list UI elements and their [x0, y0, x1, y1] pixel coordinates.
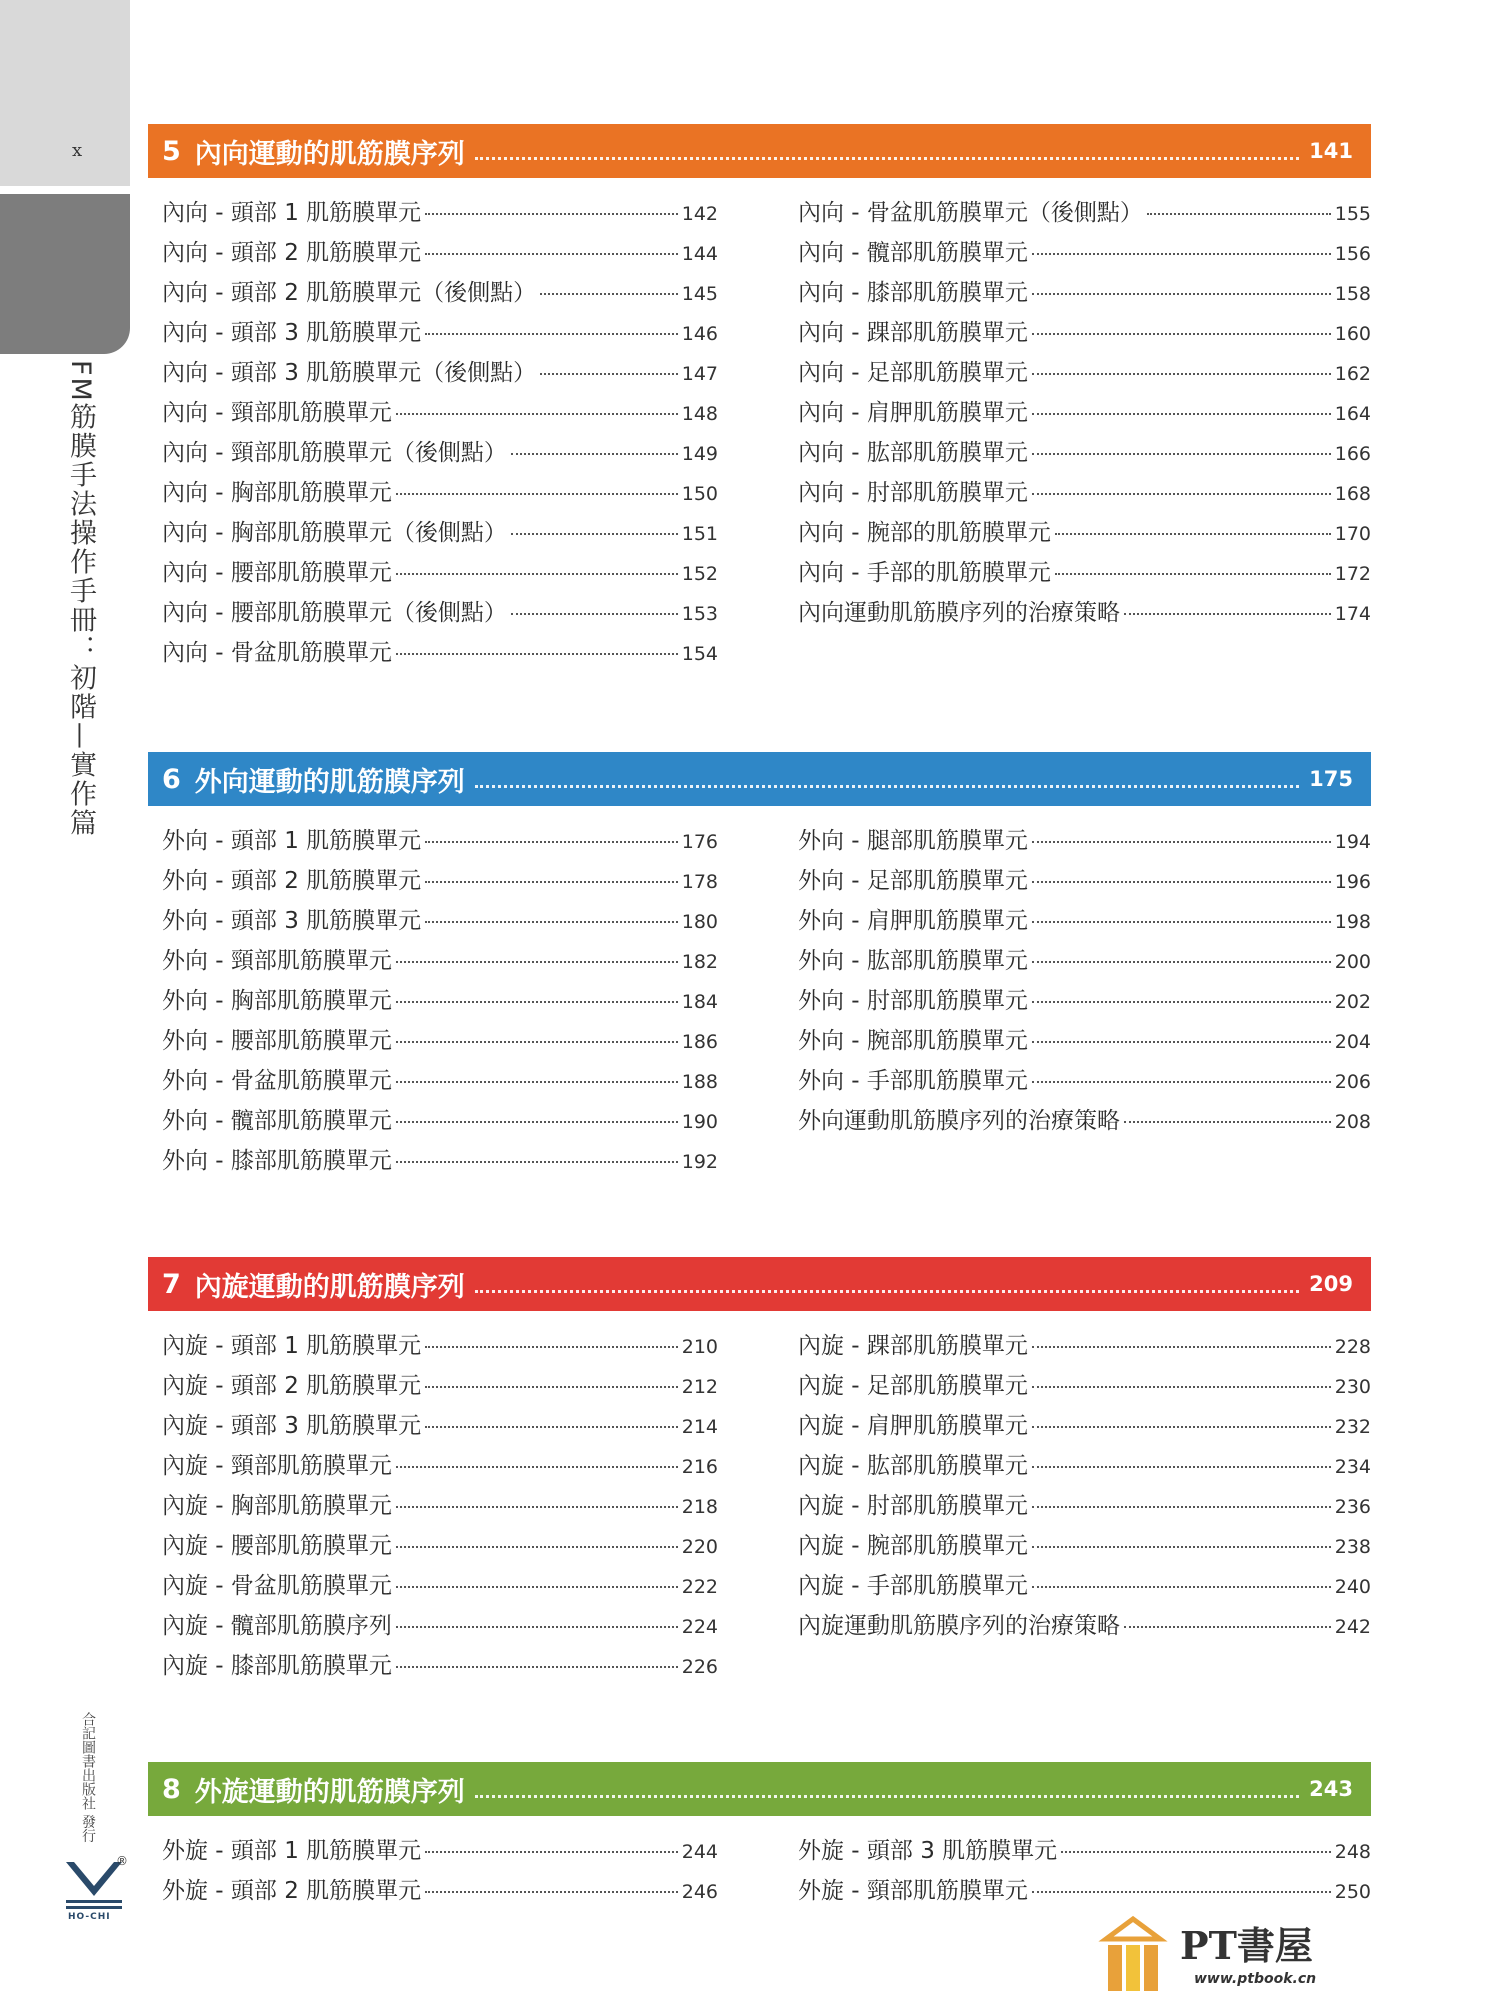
- toc-entry[interactable]: [798, 1487, 1371, 1527]
- leader-dots: [1032, 1041, 1331, 1043]
- entry-label: 內向 - 頭部 2 肌筋膜單元: [162, 240, 422, 266]
- entry-label: 內向 - 髖部肌筋膜單元: [798, 240, 1028, 266]
- entry-page: 234: [1334, 1456, 1371, 1478]
- leader-dots: [1032, 253, 1331, 255]
- leader-dots: [396, 1001, 678, 1003]
- toc-entry[interactable]: [162, 1407, 718, 1447]
- leader-dots: [425, 1346, 678, 1348]
- entry-label: 內向 - 頭部 3 肌筋膜單元: [162, 320, 422, 346]
- entry-label: 外旋 - 頭部 2 肌筋膜單元: [162, 1878, 422, 1904]
- leader-dots: [396, 493, 678, 495]
- side-tab-bottom: [0, 194, 130, 354]
- entry-label: 外向 - 胸部肌筋膜單元: [162, 988, 392, 1014]
- entry-page: 200: [1334, 951, 1371, 973]
- leader-dots: [1032, 1426, 1331, 1428]
- entry-label: 內旋運動肌筋膜序列的治療策略: [798, 1613, 1120, 1639]
- section-number: 8: [162, 1773, 181, 1805]
- leader-dots: [1032, 1346, 1331, 1348]
- entry-page: 176: [681, 831, 718, 853]
- toc-entry[interactable]: [162, 1022, 718, 1062]
- entry-label: 內向 - 骨盆肌筋膜單元: [162, 640, 392, 666]
- toc-entry[interactable]: [162, 274, 718, 314]
- watermark-url: www.ptbook.cn: [1194, 1971, 1317, 1987]
- watermark-name: PT書屋: [1180, 1923, 1313, 1968]
- leader-dots: [540, 373, 678, 375]
- entry-page: 190: [681, 1111, 718, 1133]
- leader-dots: [1032, 493, 1331, 495]
- toc-entry[interactable]: [798, 434, 1371, 474]
- entry-label: 內旋 - 頭部 2 肌筋膜單元: [162, 1373, 422, 1399]
- entry-label: 內向 - 頸部肌筋膜單元（後側點）: [162, 440, 507, 466]
- leader-dots: [396, 1546, 678, 1548]
- leader-dots: [511, 453, 678, 455]
- book-title: FM筋膜手法操作手冊：初階—實作篇: [65, 360, 96, 838]
- toc-column-right: [718, 1327, 1371, 1687]
- entry-page: 224: [681, 1616, 718, 1638]
- leader-dots: [1032, 1386, 1331, 1388]
- entry-label: 內向運動肌筋膜序列的治療策略: [798, 600, 1120, 626]
- entry-label: 內旋 - 踝部肌筋膜單元: [798, 1333, 1028, 1359]
- toc-entry[interactable]: [162, 982, 718, 1022]
- section-number: 6: [162, 763, 181, 795]
- toc-entry[interactable]: [162, 1102, 718, 1142]
- toc-entry[interactable]: [162, 1062, 718, 1102]
- section-header[interactable]: [148, 752, 1371, 806]
- toc-entry[interactable]: [798, 1102, 1371, 1142]
- registered-mark: ®: [116, 1854, 128, 1868]
- page-number: x: [72, 140, 83, 161]
- leader-dots: [396, 961, 678, 963]
- leader-dots: [1032, 1891, 1331, 1893]
- leader-dots: [475, 157, 1299, 160]
- leader-dots: [1032, 413, 1331, 415]
- entry-page: 250: [1334, 1881, 1371, 1903]
- entry-page: 210: [681, 1336, 718, 1358]
- entry-label: 內向 - 骨盆肌筋膜單元（後側點）: [798, 200, 1143, 226]
- entry-page: 180: [681, 911, 718, 933]
- toc-entry[interactable]: [798, 1872, 1371, 1912]
- entry-label: 外旋 - 頸部肌筋膜單元: [798, 1878, 1028, 1904]
- entry-label: 內旋 - 膝部肌筋膜單元: [162, 1653, 392, 1679]
- entry-label: 內向 - 踝部肌筋膜單元: [798, 320, 1028, 346]
- section-number: 5: [162, 135, 181, 167]
- section-header[interactable]: [148, 1257, 1371, 1311]
- toc-entry[interactable]: [162, 1327, 718, 1367]
- toc-column-left: [148, 1832, 718, 1912]
- toc-entry[interactable]: [162, 314, 718, 354]
- toc-entry[interactable]: [798, 354, 1371, 394]
- leader-dots: [1032, 1546, 1331, 1548]
- entry-label: 外向 - 膝部肌筋膜單元: [162, 1148, 392, 1174]
- entry-page: 248: [1334, 1841, 1371, 1863]
- entry-page: 218: [681, 1496, 718, 1518]
- leader-dots: [1032, 1001, 1331, 1003]
- toc-entry[interactable]: [798, 1062, 1371, 1102]
- entry-page: 174: [1334, 603, 1371, 625]
- leader-dots: [1055, 533, 1331, 535]
- entry-page: 145: [681, 283, 718, 305]
- entry-page: 160: [1334, 323, 1371, 345]
- toc-entry[interactable]: [798, 1407, 1371, 1447]
- entry-label: 內向 - 足部肌筋膜單元: [798, 360, 1028, 386]
- entry-page: 144: [681, 243, 718, 265]
- entry-page: 151: [681, 523, 718, 545]
- leader-dots: [425, 881, 678, 883]
- leader-dots: [1055, 573, 1331, 575]
- toc-entry[interactable]: [162, 1567, 718, 1607]
- entry-label: 外旋 - 頭部 3 肌筋膜單元: [798, 1838, 1058, 1864]
- entry-label: 外向 - 頭部 2 肌筋膜單元: [162, 868, 422, 894]
- entry-page: 150: [681, 483, 718, 505]
- logo-text: HO-CHI: [68, 1912, 111, 1922]
- entry-label: 內旋 - 髖部肌筋膜序列: [162, 1613, 392, 1639]
- leader-dots: [1032, 1586, 1331, 1588]
- entry-label: 內向 - 腰部肌筋膜單元（後側點）: [162, 600, 507, 626]
- leader-dots: [425, 1386, 678, 1388]
- entry-label: 內向 - 頭部 2 肌筋膜單元（後側點）: [162, 280, 537, 306]
- toc-entry[interactable]: [798, 1832, 1371, 1872]
- leader-dots: [396, 1121, 678, 1123]
- leader-dots: [396, 1506, 678, 1508]
- section-title: 外旋運動的肌筋膜序列: [194, 1776, 465, 1808]
- toc-entry[interactable]: [162, 1607, 718, 1647]
- entry-page: 153: [681, 603, 718, 625]
- toc-column-right: [718, 822, 1371, 1182]
- entry-label: 外向 - 頸部肌筋膜單元: [162, 948, 392, 974]
- section-page: 175: [1309, 767, 1353, 791]
- entry-label: 內向 - 腕部的肌筋膜單元: [798, 520, 1051, 546]
- entry-page: 216: [681, 1456, 718, 1478]
- toc-entry[interactable]: [798, 1607, 1371, 1647]
- entry-page: 164: [1334, 403, 1371, 425]
- toc-entry[interactable]: [798, 1327, 1371, 1367]
- toc-entry[interactable]: [798, 394, 1371, 434]
- leader-dots: [1032, 1506, 1331, 1508]
- leader-dots: [396, 1666, 678, 1668]
- entry-label: 內向 - 頭部 3 肌筋膜單元（後側點）: [162, 360, 537, 386]
- toc-entry[interactable]: [162, 862, 718, 902]
- leader-dots: [396, 1081, 678, 1083]
- section-header[interactable]: [148, 1762, 1371, 1816]
- entry-label: 外向 - 骨盆肌筋膜單元: [162, 1068, 392, 1094]
- leader-dots: [475, 785, 1299, 788]
- entry-page: 196: [1334, 871, 1371, 893]
- entry-label: 內旋 - 頭部 3 肌筋膜單元: [162, 1413, 422, 1439]
- entry-label: 外向 - 腰部肌筋膜單元: [162, 1028, 392, 1054]
- entry-label: 外向 - 肱部肌筋膜單元: [798, 948, 1028, 974]
- entry-page: 154: [681, 643, 718, 665]
- entry-page: 142: [681, 203, 718, 225]
- toc-entry[interactable]: [162, 1872, 718, 1912]
- leader-dots: [425, 841, 678, 843]
- entry-label: 外向 - 足部肌筋膜單元: [798, 868, 1028, 894]
- section-page: 209: [1309, 1272, 1353, 1296]
- entry-page: 146: [681, 323, 718, 345]
- toc-column-right: [718, 194, 1371, 674]
- leader-dots: [1124, 1626, 1331, 1628]
- entry-label: 外向 - 頭部 3 肌筋膜單元: [162, 908, 422, 934]
- entry-page: 202: [1334, 991, 1371, 1013]
- leader-dots: [1147, 213, 1331, 215]
- leader-dots: [511, 613, 678, 615]
- leader-dots: [425, 333, 678, 335]
- toc-entry[interactable]: [798, 1367, 1371, 1407]
- leader-dots: [396, 1041, 678, 1043]
- entry-page: 228: [1334, 1336, 1371, 1358]
- leader-dots: [475, 1795, 1299, 1798]
- entry-label: 內向 - 胸部肌筋膜單元: [162, 480, 392, 506]
- entry-label: 外向 - 腕部肌筋膜單元: [798, 1028, 1028, 1054]
- entry-label: 內旋 - 頭部 1 肌筋膜單元: [162, 1333, 422, 1359]
- leader-dots: [1032, 1466, 1331, 1468]
- entry-page: 226: [681, 1656, 718, 1678]
- leader-dots: [1032, 881, 1331, 883]
- leader-dots: [1124, 613, 1331, 615]
- entry-page: 170: [1334, 523, 1371, 545]
- leader-dots: [425, 1851, 678, 1853]
- publisher-logo-icon: [66, 1862, 122, 1912]
- entry-page: 206: [1334, 1071, 1371, 1093]
- toc-entry[interactable]: [162, 1487, 718, 1527]
- toc-column-left: [148, 194, 718, 674]
- entry-page: 242: [1334, 1616, 1371, 1638]
- leader-dots: [511, 533, 678, 535]
- entry-page: 208: [1334, 1111, 1371, 1133]
- entry-page: 192: [681, 1151, 718, 1173]
- toc-entry[interactable]: [798, 822, 1371, 862]
- leader-dots: [540, 293, 678, 295]
- toc-entry[interactable]: [162, 902, 718, 942]
- section-5: [148, 124, 1371, 674]
- book-shelf-icon: [1098, 1915, 1168, 1995]
- section-title: 內旋運動的肌筋膜序列: [194, 1271, 465, 1303]
- entry-label: 外向 - 肩胛肌筋膜單元: [798, 908, 1028, 934]
- entry-page: 172: [1334, 563, 1371, 585]
- section-8: [148, 1762, 1371, 1912]
- section-page: 243: [1309, 1777, 1353, 1801]
- entry-label: 外旋 - 頭部 1 肌筋膜單元: [162, 1838, 422, 1864]
- entry-page: 230: [1334, 1376, 1371, 1398]
- entry-page: 194: [1334, 831, 1371, 853]
- entry-page: 156: [1334, 243, 1371, 265]
- entry-page: 178: [681, 871, 718, 893]
- toc-entry[interactable]: [162, 234, 718, 274]
- entry-label: 內旋 - 手部肌筋膜單元: [798, 1573, 1028, 1599]
- leader-dots: [1124, 1121, 1331, 1123]
- entry-label: 內向 - 頭部 1 肌筋膜單元: [162, 200, 422, 226]
- entry-label: 外向 - 肘部肌筋膜單元: [798, 988, 1028, 1014]
- toc-entry[interactable]: [162, 594, 718, 634]
- entry-label: 內向 - 肘部肌筋膜單元: [798, 480, 1028, 506]
- entry-label: 內向 - 頸部肌筋膜單元: [162, 400, 392, 426]
- leader-dots: [475, 1290, 1299, 1293]
- toc-entry[interactable]: [798, 314, 1371, 354]
- toc-entry[interactable]: [798, 274, 1371, 314]
- entry-label: 內旋 - 腰部肌筋膜單元: [162, 1533, 392, 1559]
- entry-label: 內旋 - 肩胛肌筋膜單元: [798, 1413, 1028, 1439]
- section-page: 141: [1309, 139, 1353, 163]
- toc-entry[interactable]: [798, 1447, 1371, 1487]
- toc-entry[interactable]: [162, 822, 718, 862]
- entry-page: 188: [681, 1071, 718, 1093]
- toc-entry[interactable]: [162, 1367, 718, 1407]
- leader-dots: [425, 253, 678, 255]
- entry-label: 內向 - 肩胛肌筋膜單元: [798, 400, 1028, 426]
- entry-page: 147: [681, 363, 718, 385]
- entry-page: 204: [1334, 1031, 1371, 1053]
- entry-page: 214: [681, 1416, 718, 1438]
- entry-label: 內向 - 腰部肌筋膜單元: [162, 560, 392, 586]
- leader-dots: [396, 413, 678, 415]
- toc-entry[interactable]: [798, 194, 1371, 234]
- entry-label: 外向 - 腿部肌筋膜單元: [798, 828, 1028, 854]
- entry-page: 158: [1334, 283, 1371, 305]
- toc-column-left: [148, 1327, 718, 1687]
- leader-dots: [425, 1426, 678, 1428]
- entry-page: 162: [1334, 363, 1371, 385]
- section-title: 內向運動的肌筋膜序列: [194, 138, 465, 170]
- entry-label: 內旋 - 足部肌筋膜單元: [798, 1373, 1028, 1399]
- leader-dots: [1032, 453, 1331, 455]
- toc-entry[interactable]: [798, 862, 1371, 902]
- toc-column-left: [148, 822, 718, 1182]
- toc-entry[interactable]: [162, 554, 718, 594]
- entry-label: 內向 - 膝部肌筋膜單元: [798, 280, 1028, 306]
- toc-entry[interactable]: [798, 902, 1371, 942]
- section-number: 7: [162, 1268, 181, 1300]
- entry-label: 內旋 - 肘部肌筋膜單元: [798, 1493, 1028, 1519]
- toc-entry[interactable]: [162, 394, 718, 434]
- entry-page: 186: [681, 1031, 718, 1053]
- entry-page: 222: [681, 1576, 718, 1598]
- toc-entry[interactable]: [162, 942, 718, 982]
- toc-entry[interactable]: [798, 474, 1371, 514]
- leader-dots: [396, 1586, 678, 1588]
- entry-label: 外向運動肌筋膜序列的治療策略: [798, 1108, 1120, 1134]
- section-header[interactable]: [148, 124, 1371, 178]
- entry-label: 內旋 - 頸部肌筋膜單元: [162, 1453, 392, 1479]
- entry-label: 內旋 - 骨盆肌筋膜單元: [162, 1573, 392, 1599]
- entry-label: 外向 - 髖部肌筋膜單元: [162, 1108, 392, 1134]
- entry-page: 198: [1334, 911, 1371, 933]
- toc-entry[interactable]: [162, 1647, 718, 1687]
- leader-dots: [1032, 333, 1331, 335]
- toc-entry[interactable]: [798, 554, 1371, 594]
- entry-label: 內向 - 胸部肌筋膜單元（後側點）: [162, 520, 507, 546]
- toc-entry[interactable]: [162, 634, 718, 674]
- entry-page: 220: [681, 1536, 718, 1558]
- section-6: [148, 752, 1371, 1182]
- leader-dots: [1032, 921, 1331, 923]
- toc-entry[interactable]: [798, 1527, 1371, 1567]
- leader-dots: [425, 1891, 678, 1893]
- toc-entry[interactable]: [798, 1022, 1371, 1062]
- entry-page: 232: [1334, 1416, 1371, 1438]
- toc-entry[interactable]: [798, 982, 1371, 1022]
- watermark: [1098, 1915, 1358, 1995]
- leader-dots: [396, 1161, 678, 1163]
- entry-label: 內旋 - 肱部肌筋膜單元: [798, 1453, 1028, 1479]
- section-title: 外向運動的肌筋膜序列: [194, 766, 465, 798]
- entry-page: 212: [681, 1376, 718, 1398]
- entry-label: 外向 - 頭部 1 肌筋膜單元: [162, 828, 422, 854]
- toc-entry[interactable]: [162, 474, 718, 514]
- leader-dots: [1032, 1081, 1331, 1083]
- leader-dots: [425, 213, 678, 215]
- leader-dots: [1032, 293, 1331, 295]
- toc-entry[interactable]: [162, 1447, 718, 1487]
- leader-dots: [396, 653, 678, 655]
- entry-page: 238: [1334, 1536, 1371, 1558]
- leader-dots: [1032, 961, 1331, 963]
- entry-page: 166: [1334, 443, 1371, 465]
- entry-page: 152: [681, 563, 718, 585]
- entry-page: 240: [1334, 1576, 1371, 1598]
- toc-entry[interactable]: [798, 514, 1371, 554]
- side-tab-top: [0, 0, 130, 186]
- toc-entry[interactable]: [162, 354, 718, 394]
- entry-label: 內向 - 手部的肌筋膜單元: [798, 560, 1051, 586]
- entry-page: 236: [1334, 1496, 1371, 1518]
- leader-dots: [1032, 373, 1331, 375]
- toc-entry[interactable]: [162, 1832, 718, 1872]
- publisher: 合記圖書出版社 發行: [80, 1712, 96, 1843]
- entry-page: 182: [681, 951, 718, 973]
- entry-label: 內旋 - 腕部肌筋膜單元: [798, 1533, 1028, 1559]
- entry-page: 168: [1334, 483, 1371, 505]
- entry-page: 149: [681, 443, 718, 465]
- leader-dots: [396, 1626, 678, 1628]
- entry-label: 內向 - 肱部肌筋膜單元: [798, 440, 1028, 466]
- toc-entry[interactable]: [798, 234, 1371, 274]
- toc-entry[interactable]: [162, 434, 718, 474]
- leader-dots: [396, 1466, 678, 1468]
- leader-dots: [425, 921, 678, 923]
- toc-entry[interactable]: [798, 1567, 1371, 1607]
- toc-entry[interactable]: [798, 942, 1371, 982]
- entry-page: 184: [681, 991, 718, 1013]
- toc-entry[interactable]: [162, 194, 718, 234]
- toc-entry[interactable]: [162, 514, 718, 554]
- entry-page: 155: [1334, 203, 1371, 225]
- entry-label: 內旋 - 胸部肌筋膜單元: [162, 1493, 392, 1519]
- entry-page: 148: [681, 403, 718, 425]
- toc-column-right: [718, 1832, 1371, 1912]
- leader-dots: [396, 573, 678, 575]
- toc-entry[interactable]: [162, 1527, 718, 1567]
- entry-page: 244: [681, 1841, 718, 1863]
- leader-dots: [1061, 1851, 1331, 1853]
- entry-label: 外向 - 手部肌筋膜單元: [798, 1068, 1028, 1094]
- section-7: [148, 1257, 1371, 1687]
- leader-dots: [1032, 841, 1331, 843]
- toc-entry[interactable]: [798, 594, 1371, 634]
- entry-page: 246: [681, 1881, 718, 1903]
- toc-entry[interactable]: [162, 1142, 718, 1182]
